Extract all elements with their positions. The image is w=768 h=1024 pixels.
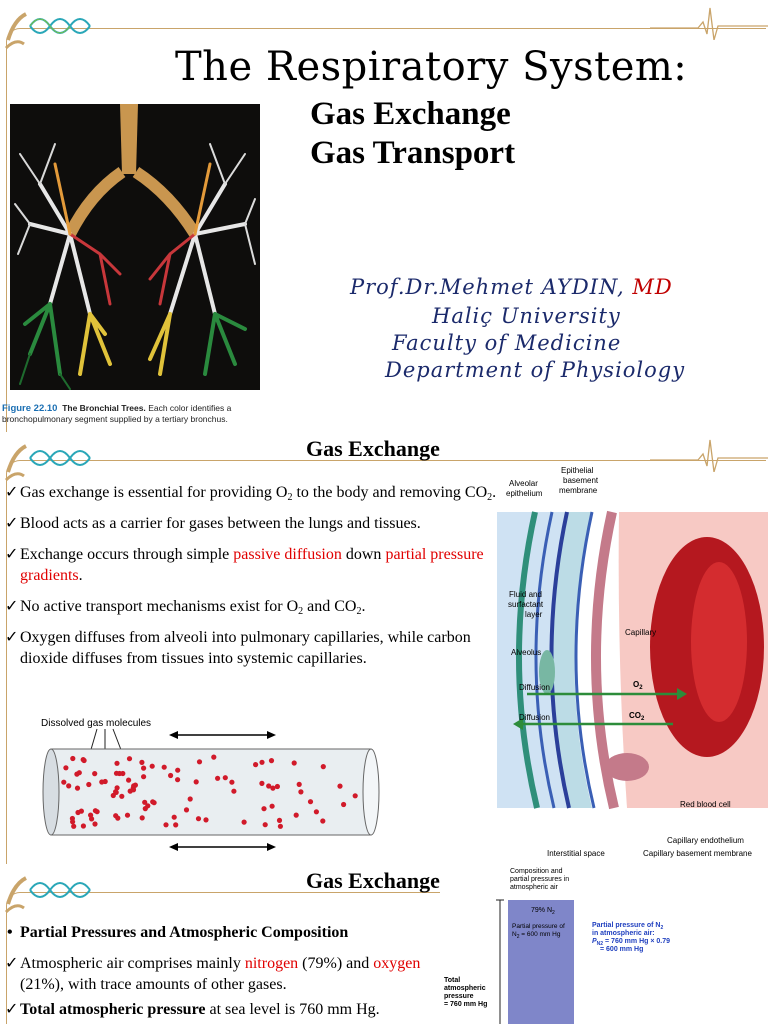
checkmark-icon: ✓ [5, 1001, 19, 1018]
bullet-item: ✓ Blood acts as a carrier for gases between the lungs and tissues. [5, 515, 421, 532]
gas-molecule-dot [145, 803, 150, 808]
gas-molecule-dot [125, 813, 130, 818]
gas-molecule-dot [141, 774, 146, 779]
n2-note-2: in atmospheric air: [592, 930, 655, 937]
gas-molecule-dot [263, 822, 268, 827]
label-epithelial-bm-2: basement [563, 476, 599, 485]
gas-molecule-dot [175, 768, 180, 773]
gas-molecule-dot [341, 802, 346, 807]
gas-molecule-dot [337, 784, 342, 789]
n2-note-1: Partial pressure of $N_2$ [592, 922, 664, 931]
label-fluid: Fluid and [509, 590, 542, 599]
gas-molecule-dot [81, 757, 86, 762]
label-dissolved-gas: Dissolved gas molecules [41, 718, 152, 729]
bullet-list [5, 482, 505, 679]
gas-molecule-dot [99, 779, 104, 784]
gas-molecule-dot [203, 817, 208, 822]
gas-molecule-dot [93, 808, 98, 813]
gas-molecule-dot [173, 822, 178, 827]
checkmark-icon: ✓ [5, 629, 19, 646]
gas-molecule-dot [261, 806, 266, 811]
gas-molecule-dot [320, 818, 325, 823]
checkmark-icon: ✓ [5, 598, 19, 615]
presentation-title: The Respiratory System: [175, 44, 688, 90]
slide-atmospheric-composition [0, 864, 768, 1024]
chart-header-1: Composition and [510, 868, 563, 875]
gas-molecule-dot [270, 786, 275, 791]
gas-molecule-dot [139, 760, 144, 765]
total-label-1: Total [444, 977, 461, 984]
label-epithelial-bm: Epithelial [561, 466, 594, 475]
bullet-item: ✓ Atmospheric air comprises mainly nitrogen (79%) and oxygen (21%), with trace amounts of other gases. [5, 955, 421, 993]
gas-molecule-dot [63, 765, 68, 770]
gas-molecule-dot [141, 766, 146, 771]
bronchial-tree-image [10, 104, 260, 390]
gas-molecule-dot [275, 784, 280, 789]
gas-molecule-dot [211, 755, 216, 760]
gas-molecule-dot [253, 762, 258, 767]
label-alveolar-epithelium-2: epithelium [506, 489, 543, 498]
dna-logo-icon [0, 432, 110, 488]
label-diffusion-co2: Diffusion [519, 713, 550, 722]
gas-molecule-dot [270, 804, 275, 809]
gas-molecule-dot [292, 760, 297, 765]
checkmark-icon: ✓ [5, 546, 19, 563]
total-label-3: pressure [444, 993, 474, 1000]
author-name: Prof.Dr.Mehmet AYDIN, MD [350, 275, 673, 299]
gas-molecule-dot [75, 810, 80, 815]
gas-molecule-dot [223, 775, 228, 780]
n2-percent: 79% $N_2$ [531, 907, 555, 916]
atmospheric-composition-chart [440, 864, 768, 1024]
gas-molecule-dot [259, 781, 264, 786]
gas-molecule-dot [353, 793, 358, 798]
slide-title [0, 0, 768, 432]
gas-molecule-dot [229, 780, 234, 785]
gas-molecule-dot [184, 807, 189, 812]
dissolved-gas-tube-diagram [35, 715, 385, 860]
gas-molecule-dot [294, 813, 299, 818]
gas-molecule-dot [168, 773, 173, 778]
heartbeat-line-decoration [650, 0, 768, 40]
gas-molecule-dot [150, 764, 155, 769]
gas-molecule-dot [71, 824, 76, 829]
bullet-item: ✓ Oxygen diffuses from alveoli into pulmonary capillaries, while carbon dioxide diffuses from tissues into systemic capillaries. [5, 629, 471, 667]
gas-molecule-dot [188, 796, 193, 801]
n2-note-4: = 600 mm Hg [600, 946, 644, 953]
checkmark-icon: ✓ [5, 955, 19, 972]
author-department: Department of Physiology [385, 358, 686, 382]
gas-molecule-dot [126, 778, 131, 783]
label-co2: $CO_2$ [629, 711, 645, 722]
label-alveolar-epithelium: Alveolar [509, 479, 538, 488]
dna-logo-icon [0, 0, 110, 56]
total-label-4: = 760 mm Hg [444, 1001, 488, 1008]
gas-molecule-dot [131, 787, 136, 792]
label-o2: $O_2$ [633, 680, 643, 691]
gas-molecule-dot [61, 780, 66, 785]
gas-molecule-dot [117, 771, 122, 776]
label-interstitial-space: Interstitial space [547, 849, 605, 858]
bullet-item: ✓ Total atmospheric pressure at sea level is 760 mm Hg. [5, 1001, 380, 1018]
total-label-2: atmospheric [444, 985, 486, 992]
label-diffusion-o2: Diffusion [519, 683, 550, 692]
subtitle-gas-transport: Gas Transport [310, 135, 516, 171]
gas-molecule-dot [70, 819, 75, 824]
label-alveolus: Alveolus [511, 648, 542, 657]
slide-gas-exchange [0, 432, 768, 864]
gas-molecule-dot [278, 824, 283, 829]
dna-logo-icon [0, 864, 110, 920]
label-epithelial-bm-3: membrane [559, 486, 598, 495]
gas-molecule-dot [172, 815, 177, 820]
gas-molecule-dot [66, 783, 71, 788]
chart-header-2: partial pressures in [510, 876, 570, 883]
gas-molecule-dot [88, 813, 93, 818]
n2-pp-label-1: Partial pressure of [512, 923, 565, 930]
gas-molecule-dot [175, 777, 180, 782]
checkmark-icon: ✓ [5, 515, 19, 532]
gas-molecule-dot [197, 759, 202, 764]
label-red-blood-cell: Red blood cell [680, 800, 731, 809]
gas-molecule-dot [115, 785, 120, 790]
gas-molecule-dot [314, 809, 319, 814]
gas-molecule-dot [215, 776, 220, 781]
bullet-list [5, 922, 455, 1024]
chart-header-3: atmospheric air [510, 884, 558, 891]
gas-molecule-dot [308, 799, 313, 804]
subtitle-gas-exchange: Gas Exchange [310, 96, 511, 132]
label-surfactant: surfactant [508, 600, 544, 609]
gas-molecule-dot [114, 761, 119, 766]
gas-molecule-dot [70, 756, 75, 761]
gas-molecule-dot [119, 794, 124, 799]
gas-molecule-dot [297, 782, 302, 787]
gas-molecule-dot [269, 758, 274, 763]
gas-molecule-dot [86, 782, 91, 787]
slide-heading: Gas Exchange [306, 436, 440, 461]
n2-pp-label-2: $N_2 = 600$ mm Hg [512, 931, 561, 940]
gas-molecule-dot [75, 786, 80, 791]
gas-molecule-dot [259, 760, 264, 765]
label-capillary-basement-membrane: Capillary basement membrane [643, 849, 752, 858]
gas-molecule-dot [231, 789, 236, 794]
gas-molecule-dot [321, 764, 326, 769]
gas-molecule-dot [162, 765, 167, 770]
label-layer: layer [525, 610, 543, 619]
gas-molecule-dot [92, 821, 97, 826]
gas-molecule-dot [196, 816, 201, 821]
gas-molecule-dot [81, 823, 86, 828]
n2-note-3: $P_{N2} = 760$ mm Hg × 0.79 [592, 938, 671, 947]
n2-bar [508, 900, 574, 1024]
gas-molecule-dot [194, 779, 199, 784]
bullet-item: ✓ No active transport mechanisms exist for $O_2$ and $CO_2$. [5, 598, 366, 617]
figure-caption: Figure 22.10 The Bronchial Trees. Each color identifies a bronchopulmonary segment supplied by a tertiary bronchus. [2, 403, 232, 424]
label-capillary-endothelium: Capillary endothelium [667, 836, 744, 845]
author-university: Haliç University [432, 304, 621, 328]
gas-molecule-dot [242, 820, 247, 825]
gas-molecule-dot [92, 771, 97, 776]
bullet-item: ✓ Exchange occurs through simple passive diffusion down partial pressure gradients. [5, 546, 484, 584]
gas-molecule-dot [127, 756, 132, 761]
gas-molecule-dot [298, 789, 303, 794]
author-faculty: Faculty of Medicine [392, 331, 622, 355]
checkmark-icon: ✓ [5, 484, 19, 501]
gas-molecule-dot [277, 818, 282, 823]
bullet-item: ✓ Gas exchange is essential for providing $O_2$ to the body and removing $CO_2$. [5, 484, 497, 503]
gas-molecule-dot [77, 770, 82, 775]
gas-molecule-dot [150, 799, 155, 804]
gas-molecule-dot [115, 816, 120, 821]
respiratory-membrane-diagram [497, 462, 768, 858]
gas-molecule-dot [163, 822, 168, 827]
label-capillary: Capillary [625, 628, 657, 637]
gas-molecule-dot [140, 815, 145, 820]
slide-heading: Gas Exchange [306, 868, 440, 893]
section-lead: • Partial Pressures and Atmospheric Composition [7, 924, 349, 941]
